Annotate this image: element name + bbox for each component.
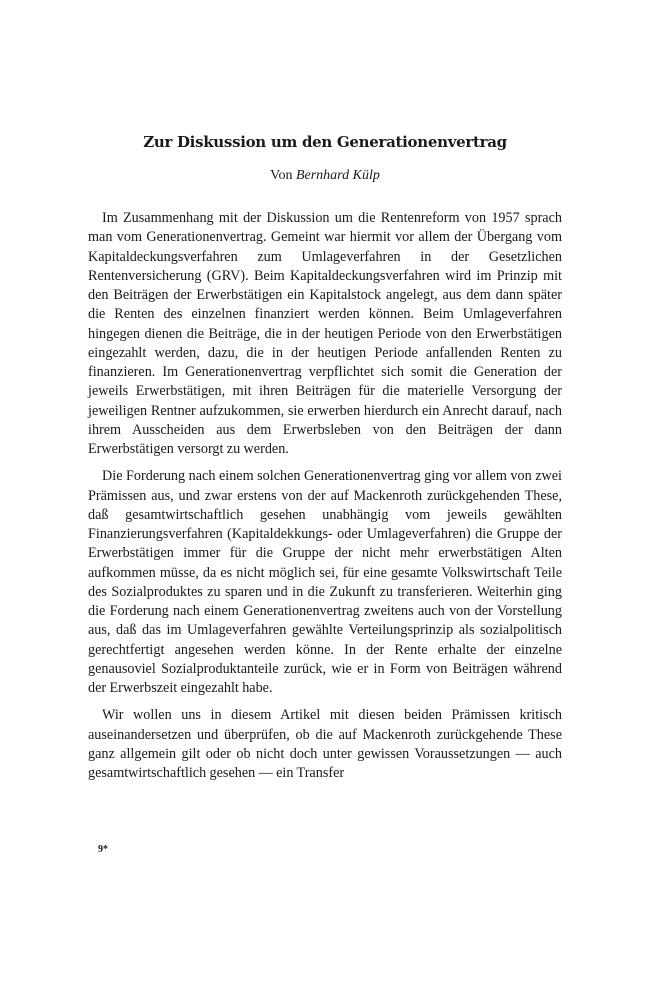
signature-mark: 9* xyxy=(98,844,108,855)
paragraph: Wir wollen uns in diesem Artikel mit diesen beiden Prämissen kritisch auseinandersetzen und überprüfen, ob die auf Mackenroth zurückgehende These ganz allgemein gilt oder ob nicht doch unter gewissen Voraussetzungen — auch gesamtwirtschaftlich gesehen — ein Transfer xyxy=(88,707,562,781)
author-name: Bernhard Külp xyxy=(295,168,380,183)
paragraph: Im Zusammenhang mit der Diskussion um die Rentenreform von 1957 sprach man vom Generationenvertrag. Gemeint war hiermit vor allem der Übergang vom Kapitaldeckungsverfahren zum Umlageverfahren in der Gesetzlichen Rentenversicherung (GRV). Beim Kapitaldeckungsverfahren wird im Prinzip mit den Beiträgen der Erwerbstätigen ein Kapitalstock angelegt, aus dem dann später die Renten des einzelnen finanziert werden können. Beim Umlageverfahren hingegen dienen die Beiträge, die in der heutigen Periode von den Erwerbstätigen eingezahlt werden, dazu, die in der heutigen Periode anfallenden Renten zu finanzieren. Im Generationenvertrag verpflichtet sich somit die Generation der jeweils Erwerbstätigen, mit ihren Beiträgen für die materielle Versorgung der jeweiligen Rentner aufzukommen, sie erwerben hierdurch ein Anrecht darauf, nach ihrem Ausscheiden aus dem Erwerbsleben von den Beiträgen der dann Erwerbstätigen versorgt zu werden. xyxy=(88,210,562,457)
paragraph: Die Forderung nach einem solchen Generationenvertrag ging vor allem von zwei Prämissen aus, und zwar erstens von der auf Mackenroth zurückgehenden These, daß gesamtwirtschaftlich gesehen unabhängig vom jeweils gewählten Finanzierungsverfahren (Kapitaldekkungs- oder Umlageverfahren) die Gruppe der Erwerbstätigen immer für die Gruppe der nicht mehr erwerbstätigen Alten aufkommen müsse, da es nicht möglich sei, für eine gesamte Volkswirtschaft Teile des Sozialproduktes zu sparen und in die Zukunft zu transferieren. Weiterhin ging die Forderung nach einem Generationenvertrag zweitens auch von der Vorstellung aus, daß das im Umlageverfahren gewählte Verteilungsprinzip als sozialpolitisch gerechtfertigt angesehen werden könne. In der Rente erhalte der einzelne genausoviel Sozialproduktanteile zurück, wie er in Form von Beiträgen während der Erwerbszeit eingezahlt habe. xyxy=(88,468,562,696)
article-body xyxy=(88,209,562,791)
article-page xyxy=(88,0,562,985)
byline-prefix: Von xyxy=(270,168,296,183)
article-byline xyxy=(88,168,562,184)
article-title: Zur Diskussion um den Generationenvertrag xyxy=(143,133,507,151)
